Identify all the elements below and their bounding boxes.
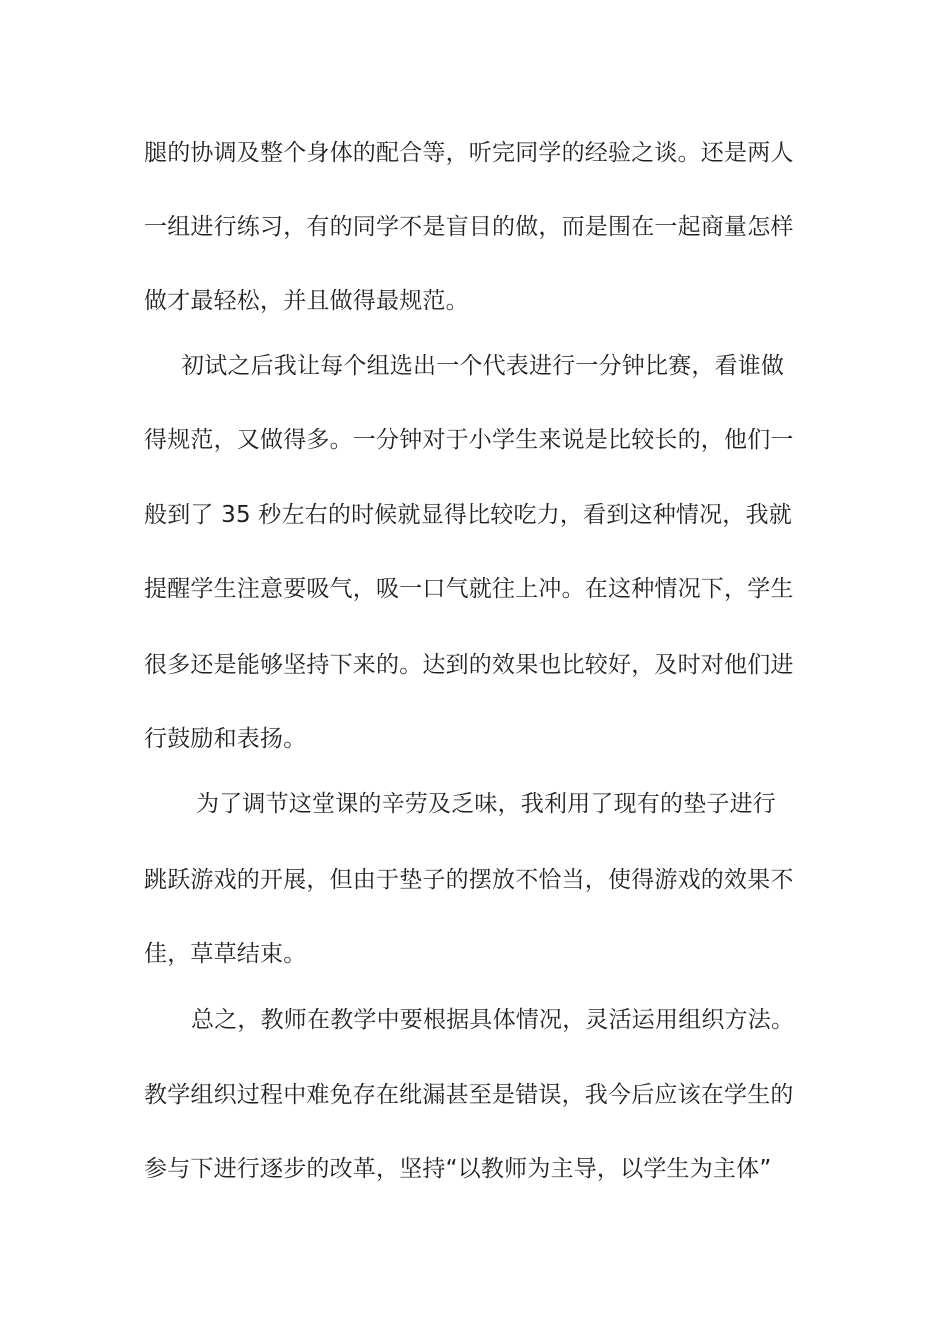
text-line: 佳，草草结束。 [144,941,307,967]
text-line: 行鼓励和表扬。 [144,726,307,752]
text-line: 般到了 35 秒左右的时候就显得比较吃力，看到这种情况，我就 [144,502,792,528]
text-line: 总之，教师在教学中要根据具体情况，灵活运用组织方法。 [191,1007,795,1033]
text-line: 教学组织过程中难免存在纰漏甚至是错误，我今后应该在学生的 [144,1082,794,1108]
text-line: 做才最轻松，并且做得最规范。 [144,288,469,314]
text-line: 为了调节这堂课的辛劳及乏味，我利用了现有的垫子进行 [196,791,776,817]
text-line: 很多还是能够坚持下来的。达到的效果也比较好，及时对他们进 [144,652,794,678]
text-line: 腿的协调及整个身体的配合等，听完同学的经验之谈。还是两人 [144,140,794,166]
text-line: 提醒学生注意要吸气，吸一口气就往上冲。在这种情况下，学生 [144,576,794,602]
text-line: 得规范，又做得多。一分钟对于小学生来说是比较长的，他们一 [144,427,794,453]
text-line: 参与下进行逐步的改革，坚持“以教师为主导，以学生为主体” [144,1156,772,1182]
text-line: 跳跃游戏的开展，但由于垫子的摆放不恰当，使得游戏的效果不 [144,867,794,893]
text-line: 初试之后我让每个组选出一个代表进行一分钟比赛，看谁做 [181,353,785,379]
text-line: 一组进行练习，有的同学不是盲目的做，而是围在一起商量怎样 [144,214,794,240]
